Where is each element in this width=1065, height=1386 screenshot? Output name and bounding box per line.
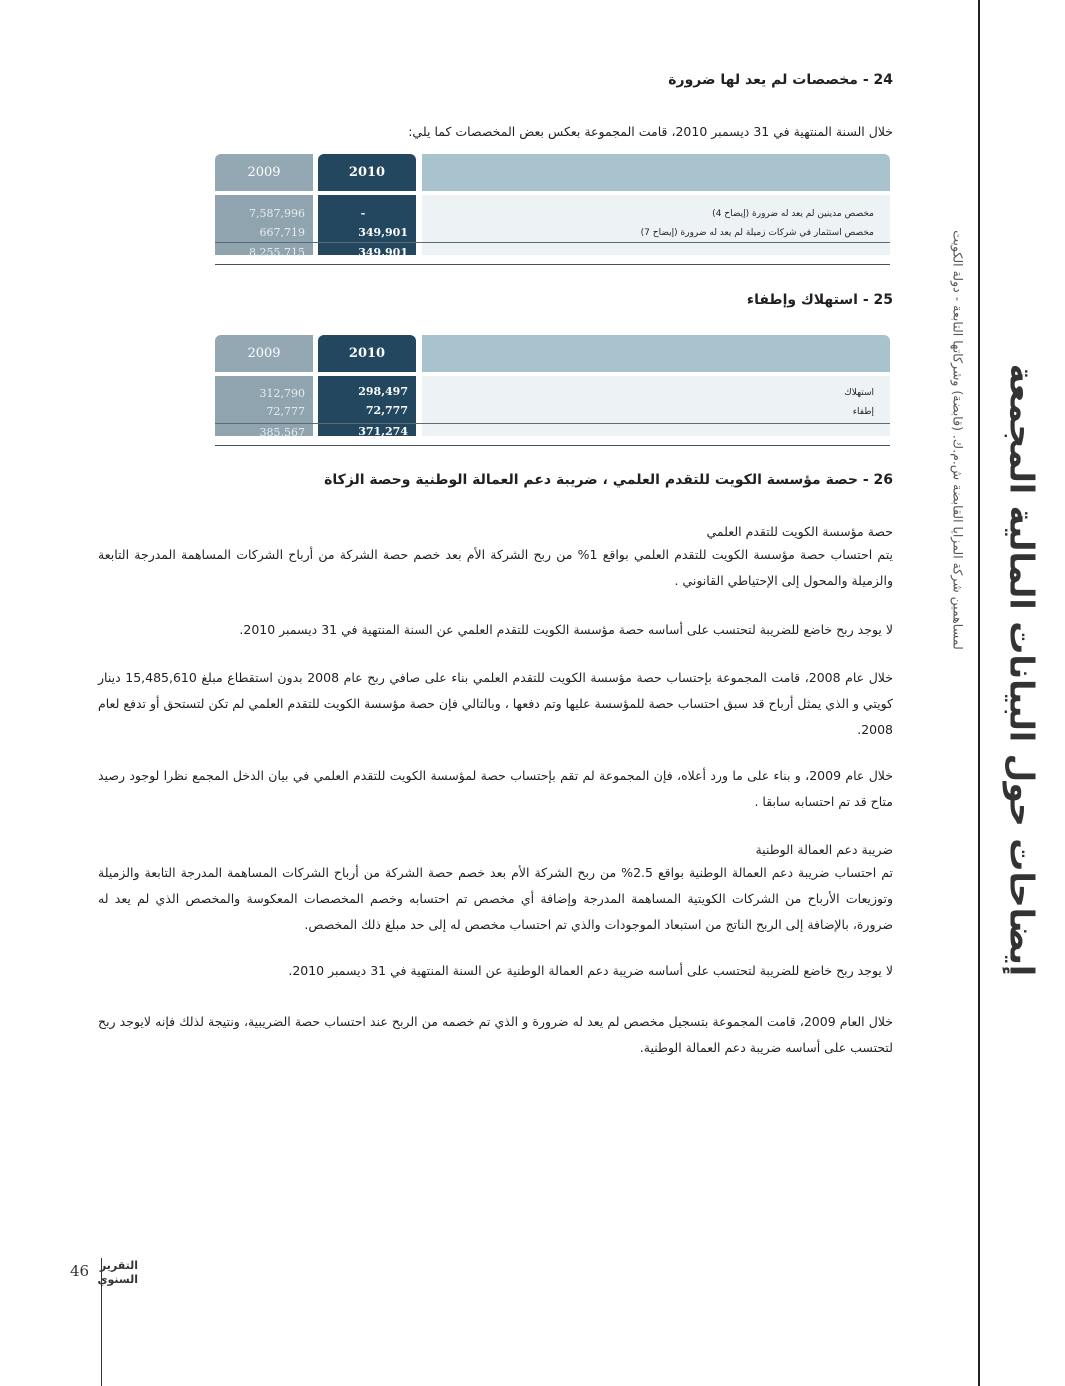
total-2009: 8,255,715 [249,246,305,259]
paragraph-text: لا يوجد ربح خاضع للضريبة لتحتسب على أساسه حصة مؤسسة الكويت للتقدم العلمي عن السنة المنتهية في 31 ديسمبر 2010. [239,622,893,637]
nlst-paragraph-3 [98,1009,893,1061]
col-body-description [422,195,890,255]
row2-2009: 667,719 [259,226,305,239]
col-header-2009: 2009 [215,335,313,372]
total-2009: 385,567 [259,426,305,439]
paragraph-text: يتم احتساب حصة مؤسسة الكويت للتقدم العلمي بواقع 1% من ربح الشركة الأم بعد خصم حصة الشركة من أرباح الشركات المساهمة المدرجة التابعة والزميلة والمحول إلى الإحتياطي القانوني . [98,547,893,588]
paragraph-text: خلال العام 2009، قامت المجموعة بتسجيل مخصص لم يعد له ضرورة و الذي تم خصمه من الربح عند احتساب حصة الضريبية، ونتيجة لذلك فإنه لايوجد ربح لتحتسب على أساسه ضريبة دعم العمالة الوطنية. [98,1014,893,1055]
paragraph-text: خلال عام 2009، و بناء على ما ورد أعلاه، فإن المجموعة لم تقم بإحتساب حصة لمؤسسة الكويت للتقدم العلمي في بيان الدخل المجمع نظرا لوجود رصيد متاح قد تم احتسابه سابقا . [98,768,893,809]
row2-label: مخصص استثمار في شركات زميلة لم يعد له ضرورة (إيضاح 7) [640,228,874,238]
section-26-title: 26 - حصة مؤسسة الكويت للتقدم العلمي ، ضريبة دعم العمالة الوطنية وحصة الزكاة [324,472,893,488]
total-2010: 371,274 [358,425,408,438]
depreciation-table [215,335,890,445]
col-header-2010: 2010 [318,335,416,372]
nlst-heading: ضريبة دعم العمالة الوطنية [755,842,893,857]
row1-2009: 7,587,996 [249,207,305,220]
row1-label: مخصص مدينين لم يعد له ضرورة (إيضاح 4) [712,209,874,219]
kfas-heading: حصة مؤسسة الكويت للتقدم العلمي [706,524,893,539]
row1-2010: 298,497 [358,385,408,398]
side-subtitle: لمساهمين شركة المزايا القابضة ش.م.ك. (قابضة) وشركاتها التابعة - دولة الكويت [950,230,966,650]
col-header-description [422,154,890,191]
col-header-description [422,335,890,372]
logo-line-1: التقرير [99,1259,138,1272]
row2-2010: 349,901 [358,226,408,239]
provisions-table [215,154,890,264]
kfas-paragraph-1 [98,542,893,594]
col-header-2010: 2010 [318,154,416,191]
nlst-paragraph-2 [98,958,893,984]
paragraph-text: خلال عام 2008، قامت المجموعة بإحتساب حصة مؤسسة الكويت للتقدم العلمي بناء على صافي ربح عام 2008 بدون استقطاع مبلغ 15,485,610 دينار كويتي و الذي يمثل أرباح قد سبق احتساب حصة للمؤسسة عليها وتم دفعها ، وبالتالي فإن حصة مؤسسة الكويت للتقدم العلمي لم تكن لتستحق أو تدفع لعام 2008. [97,670,893,737]
section-25-title: 25 - استهلاك وإطفاء [746,292,893,308]
annual-report-logo [97,1259,138,1287]
page-number: 46 [70,1262,90,1280]
row2-2009: 72,777 [266,405,305,418]
bottom-line [215,264,890,265]
row2-label: إطفاء [852,407,874,417]
section-24-title: 24 - مخصصات لم يعد لها ضرورة [668,72,893,88]
total-line [215,242,890,243]
nlst-paragraph-1 [98,860,893,938]
bottom-line [215,445,890,446]
paragraph-text: لا يوجد ربح خاضع للضريبة لتحتسب على أساسه ضريبة دعم العمالة الوطنية عن السنة المنتهية في 31 ديسمبر 2010. [288,963,893,978]
row2-2010: 72,777 [365,404,408,417]
logo-line-2: السنوي [97,1273,138,1286]
paragraph-text: تم احتساب ضريبة دعم العمالة الوطنية بواقع 2.5% من ربح الشركة الأم بعد خصم حصة الشركة من أرباح الشركات المساهمة المدرجة التابعة والزميلة وتوزيعات الأرباح من الشركات الكويتية المساهمة المدرجة وإضافة أي مخصص تم احتسابه وخصم المخصصات المعكوسة والمخصص الذي لم يعد له ضرورة، بالإضافة إلى الربح الناتج من استبعاد الموجودات والذي تم احتساب مخصص له إلى حد مبلغ ذلك المخصص. [98,865,893,932]
row1-2010: - [360,207,366,220]
side-title: إيضاحات حول البيانات المالية المجمعة [1002,363,1042,977]
col-body-description [422,376,890,436]
section-24-intro: خلال السنة المنتهية في 31 ديسمبر 2010، قامت المجموعة بعكس بعض المخصصات كما يلي: [408,124,893,139]
row1-2009: 312,790 [259,387,305,400]
kfas-paragraph-4 [98,763,893,815]
col-header-2009: 2009 [215,154,313,191]
row1-label: استهلاك [844,388,874,398]
side-divider [978,0,980,1386]
kfas-paragraph-3 [98,665,893,743]
kfas-paragraph-2 [98,617,893,643]
total-2010: 349,901 [358,246,408,259]
total-line [215,423,890,424]
